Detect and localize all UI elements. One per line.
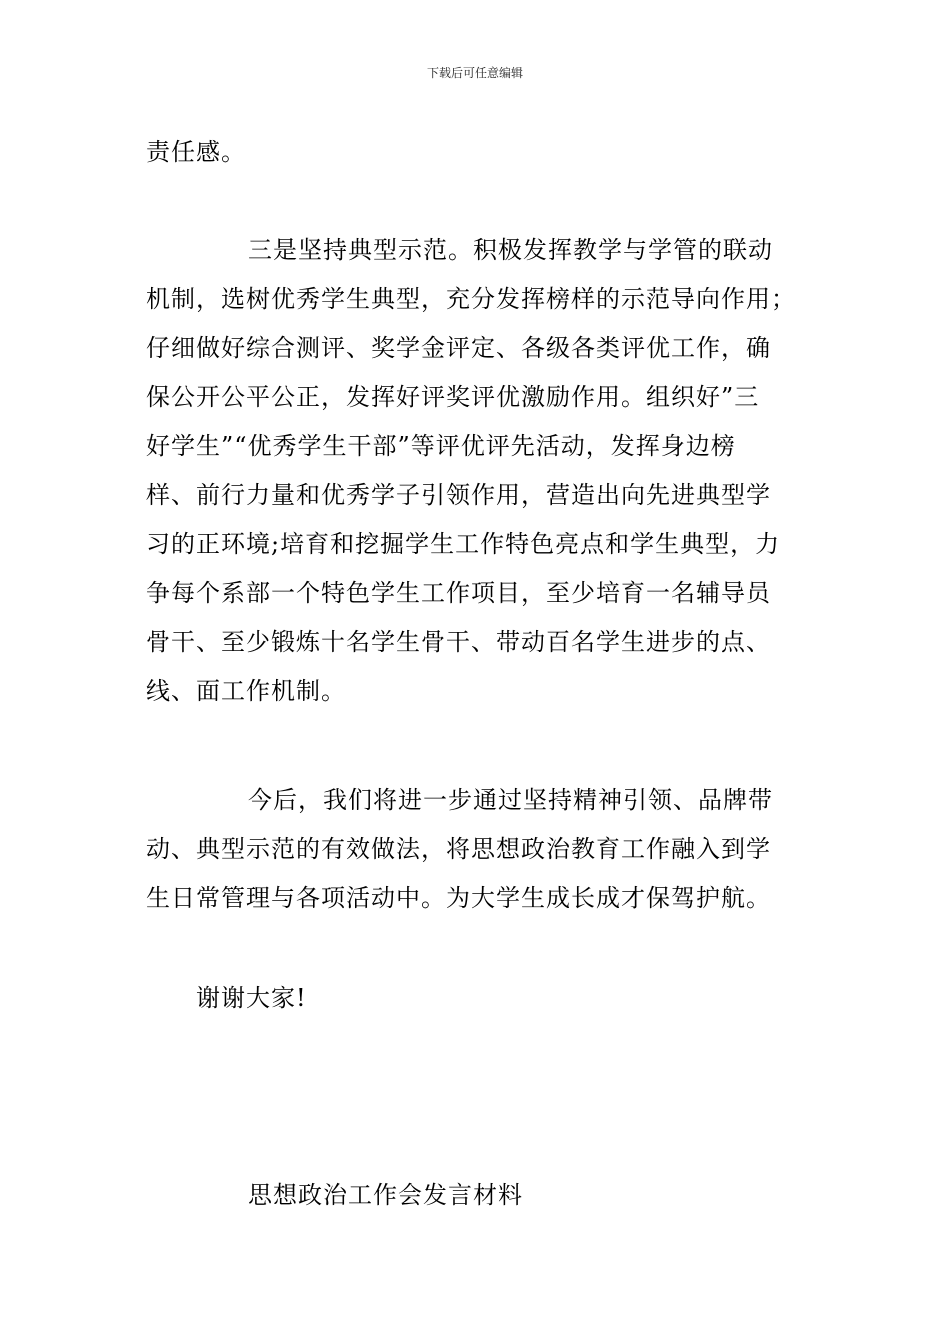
text-line: 三是坚持典型示范。积极发挥教学与学管的联动 — [248, 236, 773, 264]
paragraph-typical-demonstration — [146, 226, 796, 716]
text-line: 保公开公平公正，发挥好评奖评优激励作用。组织好”三 — [146, 383, 760, 411]
text-line: 谢谢大家! — [196, 984, 307, 1012]
text-line: 好学生”“优秀学生干部”等评优评先活动，发挥身边榜 — [146, 432, 736, 460]
document-title — [248, 1171, 523, 1220]
paragraph-future-work — [146, 776, 773, 923]
text-line: 机制，选树优秀学生典型，充分发挥榜样的示范导向作用； — [146, 285, 796, 313]
text-line: 思想政治工作会发言材料 — [248, 1181, 523, 1209]
text-line: 仔细做好综合测评、奖学金评定、各级各类评优工作，确 — [146, 334, 771, 362]
text-line: 争每个系部一个特色学生工作项目，至少培育一名辅导员 — [146, 579, 771, 607]
text-line: 习的正环境;培育和挖掘学生工作特色亮点和学生典型，力 — [146, 530, 781, 558]
text-line: 线、面工作机制。 — [146, 677, 346, 705]
text-line: 责任感。 — [146, 138, 246, 166]
text-line: 今后，我们将进一步通过坚持精神引领、品牌带 — [248, 786, 773, 814]
paragraph-continuation — [146, 128, 246, 177]
text-line: 生日常管理与各项活动中。为大学生成长成才保驾护航。 — [146, 884, 771, 912]
text-line: 样、前行力量和优秀学子引领作用，营造出向先进典型学 — [146, 481, 771, 509]
page-header: 下载后可任意编辑 — [426, 66, 523, 80]
text-line: 骨干、至少锻炼十名学生骨干、带动百名学生进步的点、 — [146, 628, 771, 656]
text-line: 动、典型示范的有效做法，将思想政治教育工作融入到学 — [146, 835, 771, 863]
paragraph-thanks — [196, 974, 307, 1023]
